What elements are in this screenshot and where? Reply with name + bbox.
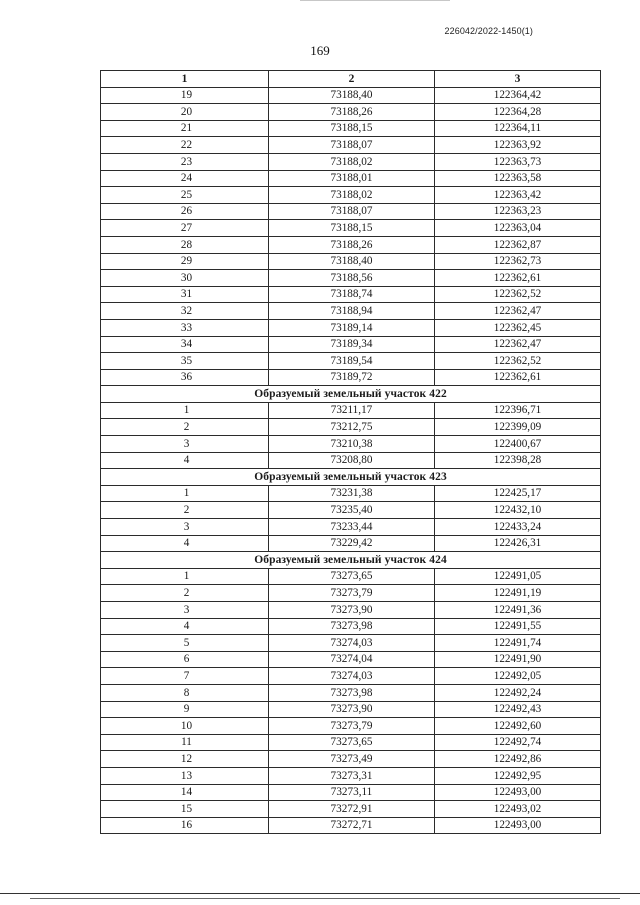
y-coordinate-cell: 122362,52 (435, 286, 601, 303)
x-coordinate-cell: 73188,02 (269, 153, 435, 170)
point-number-cell: 13 (101, 767, 269, 784)
x-coordinate-cell: 73189,54 (269, 353, 435, 370)
y-coordinate-cell: 122362,61 (435, 369, 601, 386)
y-coordinate-cell: 122493,00 (435, 784, 601, 801)
point-number-cell: 29 (101, 253, 269, 270)
table-row (101, 253, 601, 270)
y-coordinate-cell: 122362,52 (435, 353, 601, 370)
section-header-row (101, 552, 601, 569)
table-row (101, 585, 601, 602)
x-coordinate-cell: 73273,98 (269, 684, 435, 701)
table-row (101, 104, 601, 121)
table-row (101, 701, 601, 718)
table-row (101, 519, 601, 536)
table-row (101, 718, 601, 735)
y-coordinate-cell: 122363,58 (435, 170, 601, 187)
x-coordinate-cell: 73212,75 (269, 419, 435, 436)
x-coordinate-cell: 73188,56 (269, 270, 435, 287)
point-number-cell: 7 (101, 668, 269, 685)
section-title: Образуемый земельный участок 423 (101, 469, 601, 486)
point-number-cell: 1 (101, 402, 269, 419)
table-row (101, 270, 601, 287)
x-coordinate-cell: 73188,74 (269, 286, 435, 303)
x-coordinate-cell: 73188,15 (269, 220, 435, 237)
y-coordinate-cell: 122362,87 (435, 236, 601, 253)
y-coordinate-cell: 122363,73 (435, 153, 601, 170)
table-row (101, 286, 601, 303)
table-row (101, 187, 601, 204)
y-coordinate-cell: 122426,31 (435, 535, 601, 552)
y-coordinate-cell: 122491,90 (435, 651, 601, 668)
point-number-cell: 23 (101, 153, 269, 170)
y-coordinate-cell: 122364,42 (435, 87, 601, 104)
point-number-cell: 4 (101, 618, 269, 635)
y-coordinate-cell: 122362,47 (435, 303, 601, 320)
y-coordinate-cell: 122493,00 (435, 817, 601, 834)
point-number-cell: 32 (101, 303, 269, 320)
point-number-cell: 4 (101, 452, 269, 469)
table-row (101, 303, 601, 320)
x-coordinate-cell: 73229,42 (269, 535, 435, 552)
y-coordinate-cell: 122398,28 (435, 452, 601, 469)
point-number-cell: 2 (101, 419, 269, 436)
point-number-cell: 2 (101, 585, 269, 602)
page-bottom-rule (0, 893, 640, 894)
table-row (101, 568, 601, 585)
y-coordinate-cell: 122491,19 (435, 585, 601, 602)
section-title: Образуемый земельный участок 422 (101, 386, 601, 403)
table-body (101, 87, 601, 834)
point-number-cell: 35 (101, 353, 269, 370)
y-coordinate-cell: 122493,02 (435, 801, 601, 818)
x-coordinate-cell: 73273,31 (269, 767, 435, 784)
y-coordinate-cell: 122492,24 (435, 684, 601, 701)
y-coordinate-cell: 122364,28 (435, 104, 601, 121)
y-coordinate-cell: 122491,74 (435, 635, 601, 652)
table-row (101, 353, 601, 370)
x-coordinate-cell: 73188,40 (269, 87, 435, 104)
table-row (101, 402, 601, 419)
x-coordinate-cell: 73273,90 (269, 602, 435, 619)
x-coordinate-cell: 73189,72 (269, 369, 435, 386)
y-coordinate-cell: 122492,74 (435, 734, 601, 751)
x-coordinate-cell: 73235,40 (269, 502, 435, 519)
table-row (101, 734, 601, 751)
point-number-cell: 8 (101, 684, 269, 701)
point-number-cell: 33 (101, 319, 269, 336)
point-number-cell: 3 (101, 436, 269, 453)
point-number-cell: 12 (101, 751, 269, 768)
x-coordinate-cell: 73188,94 (269, 303, 435, 320)
x-coordinate-cell: 73273,11 (269, 784, 435, 801)
page-number: 169 (310, 43, 330, 58)
table-row (101, 336, 601, 353)
y-coordinate-cell: 122425,17 (435, 485, 601, 502)
document-id: 226042/2022-1450(1) (444, 26, 533, 36)
x-coordinate-cell: 73231,38 (269, 485, 435, 502)
y-coordinate-cell: 122492,05 (435, 668, 601, 685)
table-row (101, 668, 601, 685)
point-number-cell: 2 (101, 502, 269, 519)
point-number-cell: 19 (101, 87, 269, 104)
y-coordinate-cell: 122362,61 (435, 270, 601, 287)
x-coordinate-cell: 73188,40 (269, 253, 435, 270)
point-number-cell: 1 (101, 485, 269, 502)
point-number-cell: 3 (101, 519, 269, 536)
point-number-cell: 5 (101, 635, 269, 652)
section-header-row (101, 469, 601, 486)
point-number-cell: 10 (101, 718, 269, 735)
column-header-point: 1 (101, 71, 269, 88)
x-coordinate-cell: 73273,49 (269, 751, 435, 768)
point-number-cell: 16 (101, 817, 269, 834)
table-row (101, 801, 601, 818)
x-coordinate-cell: 73208,80 (269, 452, 435, 469)
x-coordinate-cell: 73273,65 (269, 568, 435, 585)
x-coordinate-cell: 73274,03 (269, 635, 435, 652)
point-number-cell: 9 (101, 701, 269, 718)
table-row (101, 751, 601, 768)
x-coordinate-cell: 73273,90 (269, 701, 435, 718)
table-row (101, 651, 601, 668)
point-number-cell: 22 (101, 137, 269, 154)
table-row (101, 452, 601, 469)
coordinates-table (100, 70, 601, 834)
y-coordinate-cell: 122433,24 (435, 519, 601, 536)
x-coordinate-cell: 73188,07 (269, 203, 435, 220)
y-coordinate-cell: 122396,71 (435, 402, 601, 419)
x-coordinate-cell: 73273,65 (269, 734, 435, 751)
table-row (101, 684, 601, 701)
point-number-cell: 25 (101, 187, 269, 204)
scan-artifact-line (300, 0, 450, 3)
point-number-cell: 26 (101, 203, 269, 220)
x-coordinate-cell: 73233,44 (269, 519, 435, 536)
x-coordinate-cell: 73188,26 (269, 104, 435, 121)
y-coordinate-cell: 122362,45 (435, 319, 601, 336)
y-coordinate-cell: 122492,86 (435, 751, 601, 768)
point-number-cell: 14 (101, 784, 269, 801)
y-coordinate-cell: 122400,67 (435, 436, 601, 453)
x-coordinate-cell: 73273,79 (269, 585, 435, 602)
section-header-row (101, 386, 601, 403)
y-coordinate-cell: 122492,60 (435, 718, 601, 735)
table-row (101, 784, 601, 801)
point-number-cell: 6 (101, 651, 269, 668)
table-row (101, 120, 601, 137)
y-coordinate-cell: 122362,47 (435, 336, 601, 353)
point-number-cell: 31 (101, 286, 269, 303)
point-number-cell: 24 (101, 170, 269, 187)
table-row (101, 153, 601, 170)
y-coordinate-cell: 122363,23 (435, 203, 601, 220)
point-number-cell: 20 (101, 104, 269, 121)
y-coordinate-cell: 122399,09 (435, 419, 601, 436)
y-coordinate-cell: 122491,05 (435, 568, 601, 585)
table-row (101, 236, 601, 253)
point-number-cell: 4 (101, 535, 269, 552)
table-row (101, 502, 601, 519)
page-bottom-rule-secondary (30, 898, 620, 899)
x-coordinate-cell: 73272,91 (269, 801, 435, 818)
y-coordinate-cell: 122492,43 (435, 701, 601, 718)
table-row (101, 602, 601, 619)
y-coordinate-cell: 122364,11 (435, 120, 601, 137)
table-row (101, 87, 601, 104)
x-coordinate-cell: 73210,38 (269, 436, 435, 453)
point-number-cell: 34 (101, 336, 269, 353)
table-row (101, 817, 601, 834)
table-row (101, 618, 601, 635)
x-coordinate-cell: 73273,79 (269, 718, 435, 735)
point-number-cell: 11 (101, 734, 269, 751)
y-coordinate-cell: 122363,42 (435, 187, 601, 204)
table-row (101, 203, 601, 220)
table-row (101, 369, 601, 386)
point-number-cell: 15 (101, 801, 269, 818)
table-row (101, 419, 601, 436)
y-coordinate-cell: 122432,10 (435, 502, 601, 519)
x-coordinate-cell: 73188,01 (269, 170, 435, 187)
y-coordinate-cell: 122362,73 (435, 253, 601, 270)
table-row (101, 635, 601, 652)
x-coordinate-cell: 73189,14 (269, 319, 435, 336)
point-number-cell: 30 (101, 270, 269, 287)
column-header-x: 2 (269, 71, 435, 88)
table-row (101, 319, 601, 336)
table-row (101, 170, 601, 187)
point-number-cell: 27 (101, 220, 269, 237)
y-coordinate-cell: 122363,04 (435, 220, 601, 237)
x-coordinate-cell: 73188,02 (269, 187, 435, 204)
y-coordinate-cell: 122492,95 (435, 767, 601, 784)
point-number-cell: 3 (101, 602, 269, 619)
x-coordinate-cell: 73274,04 (269, 651, 435, 668)
x-coordinate-cell: 73188,07 (269, 137, 435, 154)
x-coordinate-cell: 73188,15 (269, 120, 435, 137)
table-row (101, 535, 601, 552)
table-row (101, 137, 601, 154)
column-header-y: 3 (435, 71, 601, 88)
x-coordinate-cell: 73211,17 (269, 402, 435, 419)
table-row (101, 485, 601, 502)
x-coordinate-cell: 73188,26 (269, 236, 435, 253)
point-number-cell: 28 (101, 236, 269, 253)
y-coordinate-cell: 122491,55 (435, 618, 601, 635)
table-row (101, 436, 601, 453)
point-number-cell: 21 (101, 120, 269, 137)
table-header-row (101, 71, 601, 88)
x-coordinate-cell: 73272,71 (269, 817, 435, 834)
point-number-cell: 1 (101, 568, 269, 585)
point-number-cell: 36 (101, 369, 269, 386)
table-row (101, 767, 601, 784)
table-row (101, 220, 601, 237)
x-coordinate-cell: 73273,98 (269, 618, 435, 635)
x-coordinate-cell: 73189,34 (269, 336, 435, 353)
section-title: Образуемый земельный участок 424 (101, 552, 601, 569)
y-coordinate-cell: 122491,36 (435, 602, 601, 619)
x-coordinate-cell: 73274,03 (269, 668, 435, 685)
y-coordinate-cell: 122363,92 (435, 137, 601, 154)
